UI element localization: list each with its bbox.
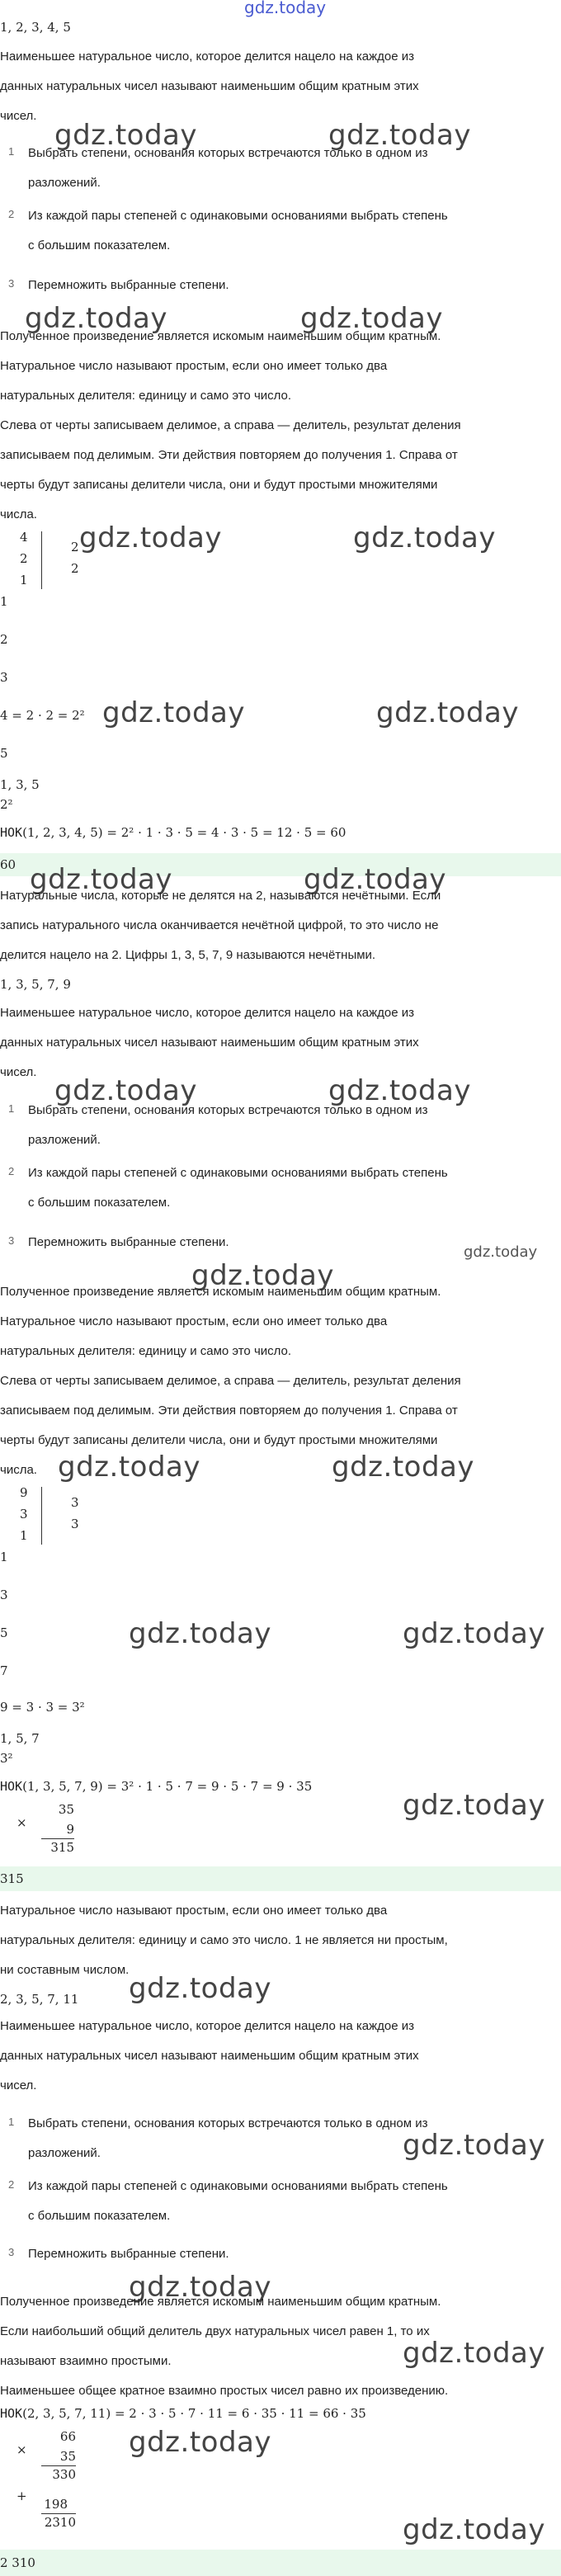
s2-definition-line3: чисел. (0, 1065, 37, 1079)
step-number: 3 (8, 1234, 15, 1247)
step-number: 3 (8, 277, 15, 290)
s2-definition-line2: данных натуральных чисел называют наименьшим общим кратным этих (0, 1036, 419, 1050)
watermark: gdz.today (300, 302, 443, 335)
s3-definition-line3: чисел. (0, 2078, 37, 2092)
step-text (28, 139, 556, 198)
s3-definition-line1: Наименьшее натуральное число, которое делится нацело на каждое из (0, 2019, 414, 2033)
s1-factor-2: 2 (0, 632, 8, 647)
step-text-line: Выбрать степени, основания которых встречаются только в одном из (28, 1103, 428, 1117)
step-text-line: с большим показателем. (28, 1196, 171, 1210)
s3-multiplication (16, 2427, 76, 2551)
s3-definition-line2: данных натуральных чисел называют наименьшим общим кратным этих (0, 2049, 419, 2063)
step-text-line: разложений. (28, 1133, 101, 1147)
s2-picked-power: 3² (0, 1751, 13, 1766)
mult-result: 2310 (44, 2515, 76, 2530)
s2-column-rule-line3: черты будут записаны делители числа, они и будут простыми множителями (0, 1433, 438, 1447)
s1-prime-def-line2: натуральных делителя: единицу и само это число. (0, 389, 292, 403)
step-text (28, 271, 556, 300)
mult-partial: 198 (44, 2497, 68, 2512)
s3-coprime-line2: называют взаимно простыми. (0, 2354, 172, 2368)
watermark: gdz.today (54, 1074, 197, 1107)
s3-result-note: Полученное произведение является искомым наименьшим общим кратным. (0, 2295, 441, 2309)
s2-numbers: 1, 3, 5, 7, 9 (0, 977, 71, 992)
step-number: 1 (8, 2116, 15, 2128)
mult-result: 315 (50, 1840, 74, 1855)
step-text-line: Выбрать степени, основания которых встречаются только в одном из (28, 146, 428, 160)
step-text-line: с большим показателем. (28, 238, 171, 252)
s1-factor-1: 1 (0, 594, 8, 609)
watermark: gdz.today (328, 119, 471, 152)
s2-prime-def-line1: Натуральное число называют простым, если оно имеет только два (0, 1314, 388, 1328)
s1-factor-5: 5 (0, 746, 8, 761)
mult-operator: × (16, 1815, 27, 1830)
s2-prime-def-line2: натуральных делителя: единицу и само это число. (0, 1344, 292, 1358)
step-text-line: Перемножить выбранные степени. (28, 278, 229, 292)
s1-column-rule-line4: числа. (0, 507, 37, 521)
column-divider (41, 1487, 42, 1545)
col-left-value: 3 (20, 1507, 28, 1522)
watermark: gdz.today (328, 1074, 471, 1107)
column-divider (41, 531, 42, 589)
s2-factor-7: 7 (0, 1663, 8, 1678)
s1-column-rule-line1: Слева от черты записываем делимое, а справа — делитель, результат деления (0, 418, 461, 432)
s1-picked: 1, 3, 5 (0, 777, 40, 792)
s1-prime-def-line1: Натуральное число называют простым, если оно имеет только два (0, 359, 388, 373)
watermark: gdz.today (376, 696, 519, 729)
mult-operand: 35 (58, 1802, 74, 1817)
col-right-value: 2 (71, 561, 79, 576)
step-text-line: разложений. (28, 176, 101, 190)
step-number: 2 (8, 208, 15, 220)
s1-answer: 60 (0, 853, 561, 876)
s2-odd-def-line1: Натуральные числа, которые не делятся на 2, называются нечётными. Если (0, 889, 441, 903)
s2-definition-line1: Наименьшее натуральное число, которое делится нацело на каждое из (0, 1006, 414, 1020)
s2-column-rule-line1: Слева от черты записываем делимое, а справа — делитель, результат деления (0, 1374, 461, 1388)
s3-prime-def-line1: Натуральное число называют простым, если оно имеет только два (0, 1904, 388, 1918)
col-left-value: 1 (20, 1528, 28, 1543)
step-text-line: разложений. (28, 2146, 101, 2160)
watermark: gdz.today (191, 1259, 334, 1292)
s1-definition-line3: чисел. (0, 109, 37, 123)
watermark: gdz.today (25, 302, 167, 335)
mult-operand: 66 (59, 2429, 76, 2444)
nok-expression: (1, 3, 5, 7, 9) = 3² · 1 · 5 · 7 = 9 · 5 · 7 = 9 · 35 (22, 1779, 313, 1794)
step-number: 1 (8, 145, 15, 158)
s2-factor-3: 3 (0, 1588, 8, 1602)
nok-expression: (2, 3, 5, 7, 11) = 2 · 3 · 5 · 7 · 11 = 6 · 35 · 11 = 66 · 35 (22, 2406, 366, 2421)
s2-factor-9: 9 = 3 · 3 = 3² (0, 1700, 85, 1715)
s2-factor-1: 1 (0, 1550, 8, 1564)
s1-nok-line (0, 823, 346, 842)
watermark: gdz.today (304, 863, 446, 896)
watermark: gdz.today (102, 696, 245, 729)
mult-partial: 330 (52, 2467, 76, 2482)
step-text-line: с большим показателем. (28, 2209, 171, 2223)
s3-prime-def-line2: натуральных делителя: единицу и само это число. 1 не является ни простым, (0, 1933, 448, 1947)
step-number: 3 (8, 2246, 15, 2258)
s2-odd-def-line2: запись натурального числа оканчивается нечётной цифрой, то это число не (0, 918, 439, 932)
watermark: gdz.today (353, 521, 496, 554)
s1-definition-line2: данных натуральных чисел называют наименьшим общим кратным этих (0, 79, 419, 93)
s1-picked-power: 2² (0, 797, 13, 812)
step-number: 1 (8, 1102, 15, 1115)
col-left-value: 4 (20, 530, 28, 545)
s1-result-note: Полученное произведение является искомым наименьшим общим кратным. (0, 329, 441, 343)
watermark: gdz.today (54, 119, 197, 152)
watermark: gdz.today (403, 2513, 545, 2546)
watermark: gdz.today (403, 1617, 545, 1650)
step-text (28, 1096, 556, 1155)
s3-numbers: 2, 3, 5, 7, 11 (0, 1992, 79, 2007)
watermark: gdz.today (129, 1617, 271, 1650)
mult-operand: 35 (59, 2449, 76, 2464)
watermark: gdz.today (129, 1972, 271, 2005)
s2-answer: 315 (0, 1866, 561, 1891)
watermark: gdz.today (403, 2337, 545, 2370)
col-left-value: 2 (20, 551, 28, 566)
s3-coprime-lcm: Наименьшее общее кратное взаимно простых чисел равно их произведению. (0, 2384, 449, 2398)
s1-numbers: 1, 2, 3, 4, 5 (0, 20, 71, 35)
step-text-line: Из каждой пары степеней с одинаковыми основаниями выбрать степень (28, 1166, 448, 1180)
watermark: gdz.today (129, 2426, 271, 2459)
watermark: gdz.today (129, 2271, 271, 2304)
nok-label: НОК (0, 2406, 23, 2421)
col-right-value: 2 (71, 540, 79, 554)
step-number: 2 (8, 1165, 15, 1177)
col-left-value: 9 (20, 1485, 28, 1500)
step-text (28, 2172, 556, 2231)
watermark: gdz.today (464, 1243, 538, 1261)
watermark-top: gdz.today (244, 0, 327, 17)
step-text-line: Перемножить выбранные степени. (28, 1235, 229, 1249)
s2-factor-5: 5 (0, 1625, 8, 1640)
s2-odd-def-line3: делится нацело на 2. Цифры 1, 3, 5, 7, 9 называются нечётными. (0, 948, 376, 962)
watermark: gdz.today (403, 1789, 545, 1822)
s3-answer: 2 310 (0, 2550, 561, 2576)
s2-column-rule-line4: числа. (0, 1463, 37, 1477)
step-text (28, 2239, 556, 2269)
plus-operator: + (16, 2489, 27, 2503)
watermark: gdz.today (30, 863, 172, 896)
watermark: gdz.today (332, 1451, 474, 1484)
s2-result-note: Полученное произведение является искомым наименьшим общим кратным. (0, 1285, 441, 1299)
s2-picked: 1, 5, 7 (0, 1731, 40, 1746)
nok-label: НОК (0, 825, 23, 840)
nok-label: НОК (0, 1779, 23, 1794)
step-text-line: Перемножить выбранные степени. (28, 2247, 229, 2261)
col-right-value: 3 (71, 1495, 79, 1510)
step-text (28, 1158, 556, 1218)
s1-factor-3: 3 (0, 670, 8, 685)
s3-prime-def-line3: ни составным числом. (0, 1963, 130, 1977)
s1-definition-line1: Наименьшее натуральное число, которое делится нацело на каждое из (0, 50, 414, 64)
s2-multiplication (16, 1800, 74, 1866)
step-text-line: Из каждой пары степеней с одинаковыми основаниями выбрать степень (28, 2179, 448, 2193)
mult-operand: 9 (66, 1822, 74, 1837)
s2-column-rule-line2: записываем под делимым. Эти действия повторяем до получения 1. Справа от (0, 1404, 458, 1418)
watermark: gdz.today (58, 1451, 200, 1484)
s1-column-rule-line3: черты будут записаны делители числа, они и будут простыми множителями (0, 478, 438, 492)
step-text-line: Выбрать степени, основания которых встречаются только в одном из (28, 2116, 428, 2130)
nok-expression: (1, 2, 3, 4, 5) = 2² · 1 · 3 · 5 = 4 · 3 · 5 = 12 · 5 = 60 (22, 825, 346, 840)
s3-coprime-line1: Если наибольший общий делитель двух натуральных чисел равен 1, то их (0, 2324, 430, 2338)
col-right-value: 3 (71, 1517, 79, 1531)
col-left-value: 1 (20, 573, 28, 587)
watermark: gdz.today (403, 2129, 545, 2162)
s1-factor-4: 4 = 2 · 2 = 2² (0, 708, 85, 723)
step-number: 2 (8, 2178, 15, 2191)
step-text (28, 201, 556, 261)
step-text-line: Из каждой пары степеней с одинаковыми основаниями выбрать степень (28, 209, 448, 223)
s1-column-rule-line2: записываем под делимым. Эти действия повторяем до получения 1. Справа от (0, 448, 458, 462)
mult-operator: × (16, 2442, 27, 2457)
watermark: gdz.today (79, 521, 222, 554)
s2-nok-line (0, 1777, 312, 1796)
